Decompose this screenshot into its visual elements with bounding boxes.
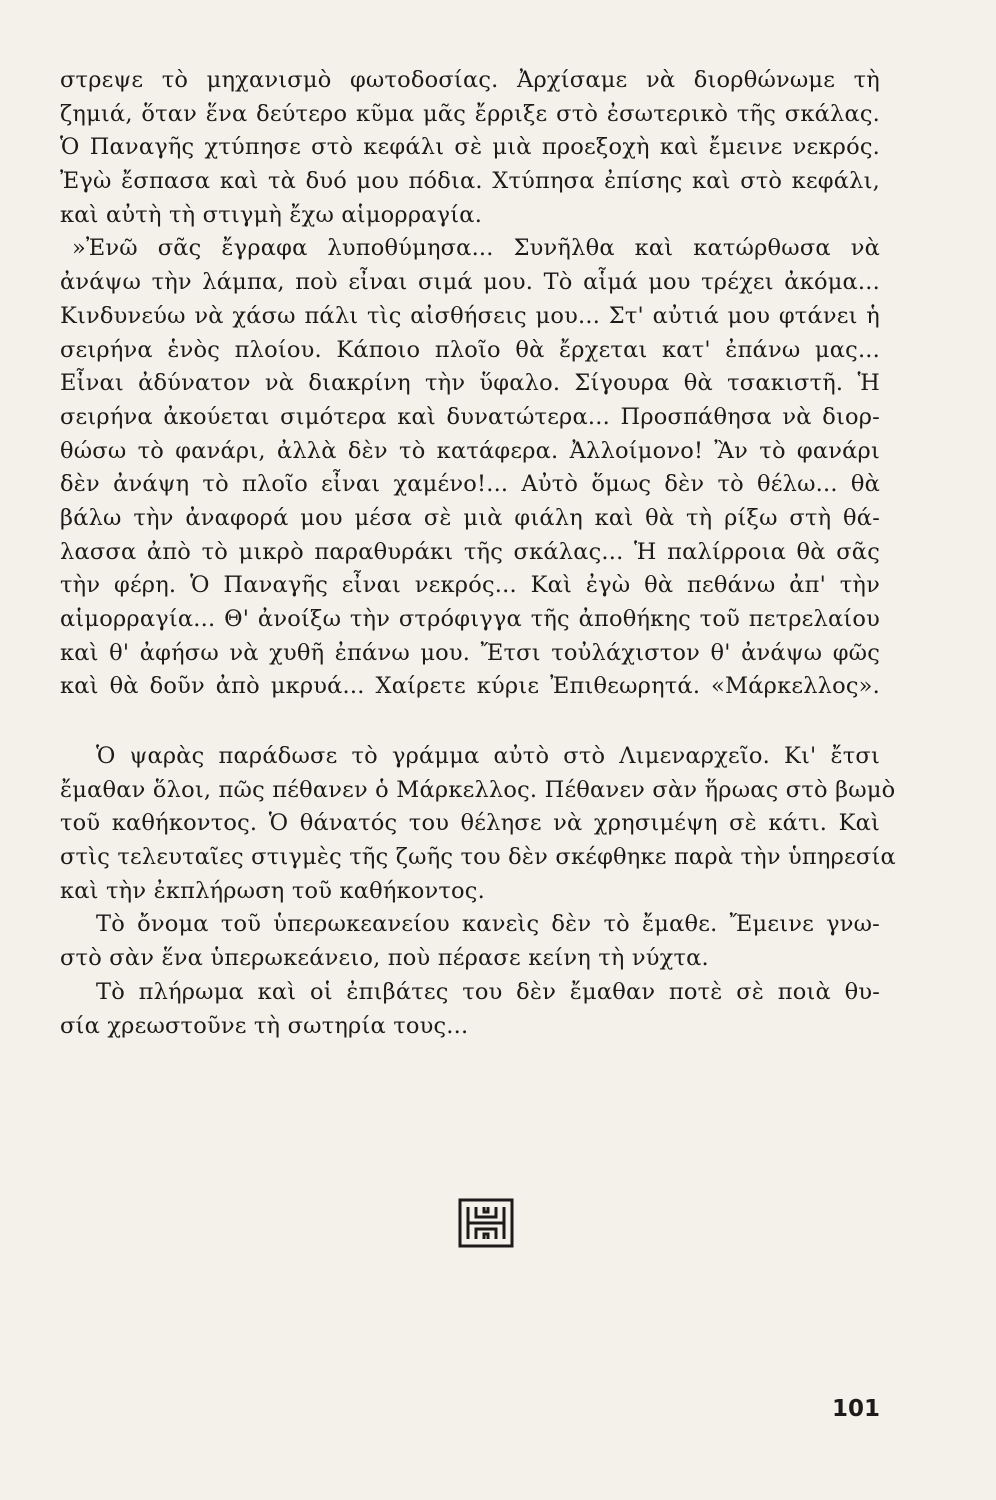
text-line: θώσω τὸ φανάρι, ἀλλὰ δὲν τὸ κατάφερα. Ἀλλοίμονο! Ἂν τὸ φανάρι: [60, 437, 880, 464]
text-line: καὶ θὰ δοῦν ἀπὸ μκρυά... Χαίρετε κύριε Ἐπιθεωρητά. «Μάρκελλος».: [60, 673, 880, 700]
meander-key-ornament-icon: [458, 1198, 514, 1248]
narrative-text-block: [60, 740, 896, 1043]
text-line: Τὸ πλήρωμα καὶ οἱ ἐπιβάτες του δὲν ἔμαθαν ποτὲ σὲ ποιὰ θυ-: [96, 978, 880, 1005]
text-line: ἔμαθαν ὅλοι, πῶς πέθανεν ὁ Μάρκελλος. Πέθανεν σὰν ἥρωας στὸ βωμὸ: [60, 776, 896, 803]
page-number: 101: [831, 1396, 880, 1422]
text-line: Τὸ ὄνομα τοῦ ὑπερωκεανείου κανεὶς δὲν τὸ ἔμαθε. Ἔμεινε γνω-: [96, 911, 880, 938]
text-line: σειρήνα ἑνὸς πλοίου. Κάποιο πλοῖο θὰ ἔρχεται κατ' ἐπάνω μας...: [60, 336, 880, 363]
text-line: στὶς τελευταῖες στιγμὲς τῆς ζωῆς του δὲν σκέφθηκε παρὰ τὴν ὑπηρεσία: [60, 844, 896, 871]
text-line: λασσα ἀπὸ τὸ μικρὸ παραθυράκι τῆς σκάλας... Ἡ παλίρροια θὰ σᾶς: [60, 538, 880, 565]
text-line: στρεψε τὸ μηχανισμὸ φωτοδοσίας. Ἀρχίσαμε νὰ διορθώνωμε τὴ: [60, 67, 880, 93]
text-line: τὴν φέρη. Ὁ Παναγῆς εἶναι νεκρός... Καὶ ἐγὼ θὰ πεθάνω ἀπ' τὴν: [60, 572, 880, 599]
text-line: σία χρεωστοῦνε τὴ σωτηρία τους...: [60, 1012, 469, 1039]
text-line: σειρήνα ἀκούεται σιμότερα καὶ δυνατώτερα... Προσπάθησα νὰ διορ-: [60, 403, 880, 430]
text-line: βάλω τὴν ἀναφορά μου μέσα σὲ μιὰ φιάλη καὶ θὰ τὴ ρίξω στὴ θά-: [60, 504, 880, 531]
text-line: Ὁ Παναγῆς χτύπησε στὸ κεφάλι σὲ μιὰ προεξοχὴ καὶ ἔμεινε νεκρός.: [60, 134, 880, 161]
text-line: καὶ τὴν ἐκπλήρωση τοῦ καθήκοντος.: [60, 877, 485, 904]
text-line: Ἐγὼ ἔσπασα καὶ τὰ δυό μου πόδια. Χτύπησα ἐπίσης καὶ στὸ κεφάλι,: [60, 168, 880, 195]
text-line: ζημιά, ὅταν ἕνα δεύτερο κῦμα μᾶς ἔρριξε στὸ ἐσωτερικὸ τῆς σκάλας.: [60, 100, 880, 127]
text-line: ἀνάψω τὴν λάμπα, ποὺ εἶναι σιμά μου. Τὸ αἷμά μου τρέχει ἀκόμα...: [60, 269, 880, 296]
text-line: Ὁ ψαρὰς παράδωσε τὸ γράμμα αὐτὸ στὸ Λιμεναρχεῖο. Κι' ἔτσι: [96, 743, 880, 769]
text-line: καὶ αὐτὴ τὴ στιγμὴ ἔχω αἱμορραγία.: [60, 201, 483, 228]
text-line: καὶ θ' ἀφήσω νὰ χυθῆ ἐπάνω μου. Ἔτσι τοὐλάχιστον θ' ἀνάψω φῶς: [60, 639, 880, 666]
text-line: αἱμορραγία... Θ' ἀνοίξω τὴν στρόφιγγα τῆς ἀποθήκης τοῦ πετρελαίου: [60, 606, 880, 632]
text-line: Κινδυνεύω νὰ χάσω πάλι τὶς αἰσθήσεις μου... Στ' αὐτιά μου φτάνει ἡ: [60, 302, 880, 329]
text-line: τοῦ καθήκοντος. Ὁ θάνατός του θέλησε νὰ χρησιμέψη σὲ κάτι. Καὶ: [60, 810, 880, 837]
text-line: Εἶναι ἀδύνατον νὰ διακρίνη τὴν ὕφαλο. Σίγουρα θὰ τσακιστῆ. Ἡ: [60, 370, 880, 397]
text-line: στὸ σὰν ἕνα ὑπερωκεάνειο, ποὺ πέρασε κείνη τὴ νύχτα.: [60, 945, 709, 972]
text-line: δὲν ἀνάψη τὸ πλοῖο εἶναι χαμένο!... Αὐτὸ ὅμως δὲν τὸ θέλω... θὰ: [60, 471, 880, 498]
text-line: »Ἐνῶ σᾶς ἔγραφα λυποθύμησα... Συνῆλθα καὶ κατώρθωσα νὰ: [72, 235, 880, 262]
letter-text-block: [60, 64, 880, 704]
